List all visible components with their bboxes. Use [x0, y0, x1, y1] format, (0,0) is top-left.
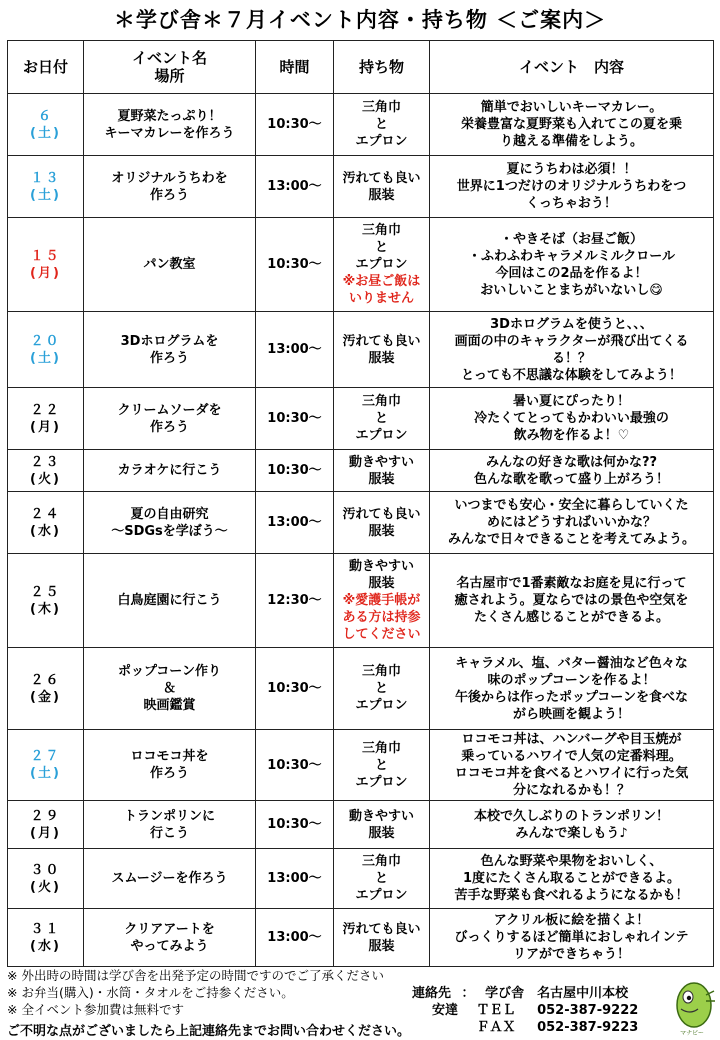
- content-line: 冷たくてとってもかわいい最強の: [474, 411, 669, 426]
- event-name-line: 作ろう: [149, 350, 189, 366]
- items-line: 服装: [368, 187, 395, 203]
- cell-time: 10:30～: [256, 450, 334, 492]
- table-row: [8, 554, 714, 648]
- content-line: ・ふわふわキャラメルミルクロール: [467, 248, 676, 264]
- cell-date: [8, 492, 84, 554]
- items-line: と: [374, 681, 388, 696]
- date-weekday: (土): [30, 350, 61, 366]
- items-line: 服装: [368, 825, 395, 841]
- cell-time: 10:30～: [256, 218, 334, 312]
- contact-colon: ：: [461, 986, 475, 1001]
- cell-items: [334, 492, 430, 554]
- cell-time: 10:30～: [256, 801, 334, 849]
- cell-date: [8, 312, 84, 388]
- cell-time: 13:00～: [256, 849, 334, 909]
- note-departure-time: ※ 外出時の時間は学び舎を出発予定の時間ですのでご了承ください: [7, 968, 384, 983]
- cell-items: [334, 648, 430, 730]
- event-name-line: カラオケに行こう: [117, 463, 222, 478]
- content-line: 苦手な野菜も食べれるようになるかも！: [454, 888, 689, 903]
- cell-items: [334, 909, 430, 967]
- content-line: みんなで日々できることを考えてみよう。: [447, 532, 695, 547]
- event-name-line: 3Dホログラムを: [120, 333, 219, 349]
- closing-message: ご不明な点がございましたら上記連絡先までお問い合わせください。: [7, 1024, 411, 1039]
- cell-items: [334, 801, 430, 849]
- cell-items: [334, 312, 430, 388]
- cell-content: [430, 648, 714, 730]
- date-number: ２７: [30, 749, 61, 764]
- page-title: ＊学び舎＊７月イベント内容・持ち物 ＜ご案内＞: [113, 8, 607, 32]
- event-name-line: キーマカレーを作ろう: [104, 125, 235, 141]
- cell-date: [8, 156, 84, 218]
- content-line: 簡単でおいしいキーマカレー。: [480, 100, 663, 115]
- items-line: 服装: [368, 523, 395, 539]
- contact-block: [412, 985, 638, 1036]
- cell-time: 13:00～: [256, 492, 334, 554]
- content-line: 乗っているハワイで人気の定番料理。: [461, 749, 682, 764]
- cell-date: [8, 909, 84, 967]
- cell-event-name: [84, 94, 256, 156]
- tel-label: ＴＥＬ: [476, 1003, 516, 1018]
- event-name-line: ＆: [162, 681, 176, 696]
- table-row: [8, 312, 714, 388]
- content-line: 午後からは作ったポップコーンを食べな: [454, 689, 689, 705]
- cell-event-name: [84, 450, 256, 492]
- table-row: [8, 388, 714, 450]
- content-line: 色んな歌を歌って盛り上がろう！: [473, 471, 669, 487]
- cell-date: [8, 730, 84, 801]
- cell-event-name: [84, 849, 256, 909]
- cell-event-name: [84, 801, 256, 849]
- contact-label: 連絡先: [412, 986, 452, 1001]
- items-line: 服装: [368, 350, 395, 366]
- cell-date: [8, 801, 84, 849]
- table-row: [8, 218, 714, 312]
- items-line: 三角巾: [361, 740, 401, 756]
- table-row: [8, 492, 714, 554]
- items-warning-line: してください: [342, 627, 421, 642]
- items-line: 三角巾: [361, 394, 401, 409]
- content-line: いつまでも安心・安全に暮らしていくた: [454, 498, 689, 513]
- cell-items: [334, 450, 430, 492]
- table-row: [8, 849, 714, 909]
- event-name-line: 作ろう: [149, 187, 189, 203]
- date-number: ２３: [30, 454, 61, 470]
- cell-content: [430, 492, 714, 554]
- cell-content: [430, 849, 714, 909]
- cell-items: [334, 94, 430, 156]
- event-name-line: 行こう: [149, 825, 189, 841]
- content-line: 画面の中のキャラクターが飛び出てくる: [454, 333, 689, 349]
- cell-items: [334, 554, 430, 648]
- content-line: り越える準備をしよう。: [499, 134, 643, 149]
- date-weekday: (水): [30, 523, 61, 539]
- content-line: る！？: [551, 350, 591, 366]
- cell-content: [430, 554, 714, 648]
- date-weekday: (火): [30, 471, 61, 487]
- content-line: たくさん感じることができるよ。: [473, 610, 669, 625]
- content-line: キャラメル、塩、バター醤油など色々な: [455, 655, 688, 671]
- contact-person: 安達: [431, 1003, 458, 1018]
- content-line: びっくりするほど簡単におしゃれインテ: [454, 930, 689, 945]
- date-number: ２０: [30, 333, 61, 349]
- date-weekday: (土): [30, 125, 61, 141]
- cell-time: 10:30～: [256, 94, 334, 156]
- cell-content: [430, 94, 714, 156]
- date-weekday: (月): [30, 419, 61, 435]
- content-line: 夏にうちわは必須！！: [506, 162, 637, 177]
- content-line: 本校で久しぶりのトランポリン！: [473, 808, 669, 824]
- content-line: ロコモコ丼を食べるとハワイに行った気: [454, 766, 689, 781]
- date-weekday: (土): [30, 766, 61, 781]
- cell-event-name: [84, 156, 256, 218]
- table-header-row: [8, 41, 714, 94]
- event-name-line: スムージーを作ろう: [111, 871, 228, 886]
- items-line: 動きやすい: [348, 808, 414, 824]
- event-name-line: パン教室: [143, 257, 196, 272]
- event-name-line: 映画鑑賞: [143, 698, 196, 713]
- items-line: 服装: [368, 471, 395, 487]
- items-line: 三角巾: [361, 664, 401, 679]
- cell-date: [8, 218, 84, 312]
- date-number: ２９: [30, 808, 61, 824]
- header-event-place: 場所: [154, 67, 185, 85]
- table-row: [8, 156, 714, 218]
- content-line: 1度にたくさん取ることができるよ。: [462, 871, 681, 886]
- items-line: と: [374, 240, 388, 255]
- date-weekday: (木): [30, 601, 61, 617]
- items-line: エプロン: [355, 888, 408, 903]
- content-line: リアができちゃう！: [512, 947, 630, 962]
- date-number: ２５: [30, 584, 61, 600]
- cell-time: 13:00～: [256, 156, 334, 218]
- header-event-name: イベント名: [131, 49, 207, 67]
- date-weekday: (月): [30, 265, 61, 281]
- content-line: 癒されよう。夏ならではの景色や空気を: [454, 593, 689, 608]
- items-line: エプロン: [355, 257, 408, 272]
- content-line: 暑い夏にぴったり！: [512, 394, 630, 409]
- contact-school-name: 学び舎 名古屋中川本校: [485, 986, 629, 1001]
- items-line: 三角巾: [361, 223, 401, 238]
- content-line: 色んな野菜や果物をおいしく、: [480, 854, 663, 869]
- cell-items: [334, 849, 430, 909]
- content-line: ・やきそば（お昼ご飯）: [499, 231, 643, 247]
- content-line: アクリル板に絵を描くよ！: [493, 913, 650, 928]
- content-line: 3Dホログラムを使うと、、、: [490, 316, 653, 332]
- table-row: [8, 730, 714, 801]
- cell-date: [8, 94, 84, 156]
- cell-time: 13:00～: [256, 312, 334, 388]
- items-line: エプロン: [355, 134, 408, 149]
- event-name-line: 作ろう: [149, 766, 189, 781]
- cell-content: [430, 730, 714, 801]
- cell-time: 10:30～: [256, 648, 334, 730]
- cell-event-name: [84, 388, 256, 450]
- items-warning-line: ※愛護手帳が: [342, 593, 421, 608]
- date-weekday: (水): [30, 938, 61, 954]
- cell-event-name: [84, 492, 256, 554]
- cell-content: [430, 218, 714, 312]
- items-line: 服装: [368, 576, 395, 591]
- event-name-line: トランポリンに: [123, 808, 215, 824]
- cell-items: [334, 156, 430, 218]
- fax-label: ＦＡＸ: [476, 1020, 516, 1035]
- items-line: と: [374, 411, 388, 426]
- date-number: ３０: [30, 862, 61, 878]
- cell-time: 10:30～: [256, 730, 334, 801]
- event-name-line: ポップコーン作り: [117, 664, 222, 679]
- content-line: がら映画を観よう！: [512, 706, 630, 722]
- items-line: エプロン: [355, 774, 408, 790]
- header-time: 時間: [256, 41, 334, 94]
- items-line: 汚れても良い: [342, 170, 421, 186]
- content-line: 世界に1つだけのオリジナルうちわをつ: [456, 179, 687, 194]
- items-warning-line: いりません: [348, 291, 414, 306]
- items-line: 汚れても良い: [342, 506, 421, 522]
- note-bring-items: ※ お弁当(購入)・水筒・タオルをご持参ください。: [7, 985, 294, 1000]
- items-line: と: [374, 871, 388, 886]
- content-line: めにはどうすればいいかな？: [486, 515, 656, 530]
- cell-time: 12:30～: [256, 554, 334, 648]
- content-line: 味のポップコーンを作るよ！: [487, 672, 656, 688]
- content-line: 今回はこの2品を作るよ！: [495, 265, 648, 281]
- content-line: くっちゃおう！: [526, 196, 617, 211]
- date-number: ２６: [30, 672, 61, 688]
- cell-content: [430, 156, 714, 218]
- event-name-line: 夏の自由研究: [130, 506, 209, 522]
- table-row: [8, 801, 714, 849]
- content-line: おいしいことまちがいないし😋: [480, 282, 663, 298]
- date-number: ６: [37, 108, 53, 124]
- cell-items: [334, 218, 430, 312]
- date-number: ２４: [30, 506, 61, 522]
- cell-event-name: [84, 909, 256, 967]
- event-name-line: 作ろう: [149, 419, 189, 435]
- table-row: [8, 648, 714, 730]
- content-line: 名古屋市で1番素敵なお庭を見に行って: [456, 576, 687, 591]
- cell-event-name: [84, 648, 256, 730]
- event-name-line: 白鳥庭園に行こう: [117, 593, 222, 608]
- cell-event-name: [84, 554, 256, 648]
- event-name-line: ～SDGsを学ぼう～: [111, 523, 228, 539]
- cell-event-name: [84, 218, 256, 312]
- cell-time: 13:00～: [256, 909, 334, 967]
- event-name-line: やってみよう: [130, 938, 209, 954]
- event-name-line: クリアアートを: [124, 921, 215, 937]
- cell-date: [8, 388, 84, 450]
- cell-content: [430, 312, 714, 388]
- date-number: ３１: [30, 921, 61, 937]
- cell-items: [334, 730, 430, 801]
- date-number: ２２: [30, 402, 61, 418]
- cell-event-name: [84, 312, 256, 388]
- content-line: 栄養豊富な夏野菜も入れてこの夏を乗: [460, 117, 682, 132]
- items-line: 動きやすい: [348, 454, 414, 470]
- note-free-participation: ※ 全イベント参加費は無料です: [7, 1002, 184, 1017]
- table-body: [8, 94, 714, 967]
- header-event: [84, 41, 256, 94]
- date-weekday: (月): [30, 825, 61, 841]
- cell-time: 10:30～: [256, 388, 334, 450]
- table-row: [8, 450, 714, 492]
- date-number: １５: [30, 248, 61, 264]
- cell-date: [8, 554, 84, 648]
- event-name-line: ロコモコ丼を: [130, 749, 209, 764]
- items-line: エプロン: [355, 698, 408, 713]
- mascot-illustration: [668, 975, 716, 1037]
- items-line: エプロン: [355, 428, 408, 443]
- cell-date: [8, 648, 84, 730]
- event-name-line: クリームソーダを: [117, 402, 222, 418]
- cell-content: [430, 450, 714, 492]
- items-warning-line: ※お昼ご飯は: [342, 274, 421, 289]
- cell-date: [8, 849, 84, 909]
- event-name-line: 夏野菜たっぷり！: [117, 108, 222, 124]
- cell-event-name: [84, 730, 256, 801]
- table-row: [8, 94, 714, 156]
- items-line: 三角巾: [361, 100, 401, 115]
- date-number: １３: [30, 170, 61, 186]
- header-content: イベント 内容: [430, 41, 714, 94]
- date-weekday: (土): [30, 187, 61, 203]
- content-line: とっても不思議な体験をしてみよう！: [461, 367, 682, 383]
- date-weekday: (火): [30, 879, 61, 895]
- items-warning-line: ある方は持参: [342, 610, 421, 625]
- items-line: 汚れても良い: [342, 333, 421, 349]
- cell-date: [8, 450, 84, 492]
- items-line: 動きやすい: [348, 559, 414, 574]
- items-line: と: [374, 757, 388, 773]
- header-items: 持ち物: [334, 41, 430, 94]
- content-line: 分になれるかも！？: [512, 783, 630, 798]
- cell-content: [430, 801, 714, 849]
- content-line: 飲み物を作るよ！♡: [513, 428, 630, 443]
- items-line: と: [374, 117, 388, 132]
- event-name-line: オリジナルうちわを: [111, 170, 228, 186]
- content-line: みんなの好きな歌は何かな??: [485, 454, 658, 470]
- event-schedule-table: [7, 40, 714, 967]
- content-line: ロコモコ丼は、ハンバーグや目玉焼が: [461, 732, 682, 747]
- header-date: お日付: [8, 41, 84, 94]
- content-line: みんなで楽しもう♪: [515, 825, 628, 841]
- items-line: 三角巾: [361, 854, 401, 869]
- cell-content: [430, 388, 714, 450]
- items-line: 汚れても良い: [342, 921, 421, 937]
- date-weekday: (金): [30, 689, 61, 705]
- tel-number: 052-387-9222: [537, 1003, 639, 1018]
- fax-number: 052-387-9223: [537, 1020, 639, 1035]
- mascot-label: マナビー: [680, 1030, 704, 1037]
- items-line: 服装: [368, 938, 395, 954]
- cell-items: [334, 388, 430, 450]
- table-row: [8, 909, 714, 967]
- cell-content: [430, 909, 714, 967]
